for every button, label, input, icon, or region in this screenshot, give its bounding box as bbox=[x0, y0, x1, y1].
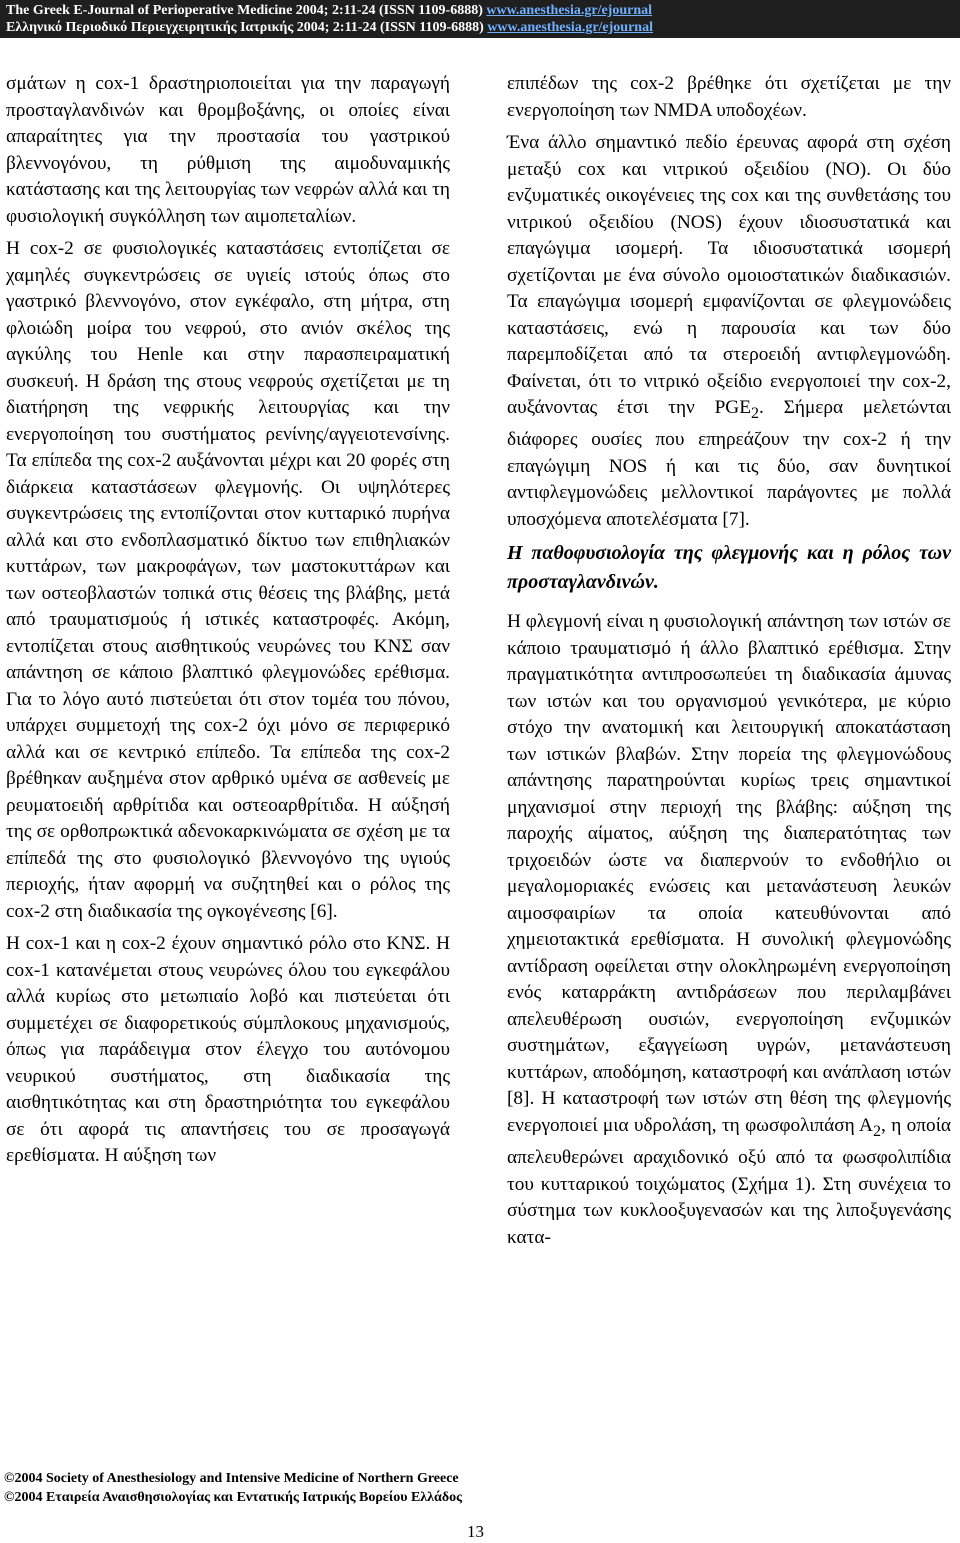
paragraph: σμάτων η cox-1 δραστηριοποιείται για την παραγωγή προσταγλανδινών και θρομβοξάνης, οι οποίες είναι απαραίτητες για την προστασία του γαστρικού βλεννογόνου, τη ρύθμιση της αιμοδυναμικής κατάστασης και της λειτουργίας των νεφρών αλλά και τη φυσιολογική συγκόλληση των αιμοπεταλίων. bbox=[6, 73, 450, 227]
header-citation-greek: Ελληνικό Περιοδικό Περιεγχειρητικής Ιατρικής 2004; 2:11-24 (ISSN 1109-6888) bbox=[6, 20, 484, 35]
header-citation-english: The Greek E-Journal of Perioperative Medicine 2004; 2:11-24 (ISSN 1109-6888) bbox=[6, 3, 483, 18]
paragraph-text: Η φλεγμονή είναι η φυσιολογική απάντηση των ιστών σε κάποιο τραυματισμό ή άλλο βλαπτικό ερέθισμα. Στην πραγματικότητα αντιπροσωπεύει τη διαδικασία άμυνας των ιστών και του οργανισμού γενικότερα, με κύριο στόχο την ανατομική και λειτουργική αποκατάσταση των ιστικών βλαβών. Στην πορεία της φλεγμονώδους απάντησης παρατηρούνται κυρίως τρεις σημαντικοί μηχανισμοί στην περιοχή της βλάβης: αύξηση της παροχής αίματος, αύξηση της διαπερατότητας των τριχοειδών ώστε να διαπερνούν το ενδοθήλιο οι μεγαλομοριακές ενώσεις και μετανάστευση λευκών αιμοσφαιρίων τα οποία κατευθύνονται από χημειοτακτικά ερεθίσματα. Η συνολική φλεγμονώδης αντίδραση οφείλεται στην ολοκληρωμένη ενεργοποίηση ενός καταρράκτη αντιδράσεων που περιλαμβάνει απελευθέρωση ουσιών, ενεργοποίηση ενζυμικών συστημάτων, εξαγγείωση υγρών, μετανάστευση κυττάρων, αποδόμηση, καταστροφή και ανάπλαση ιστών [8]. Η καταστροφή των ιστών στη θέση της φλεγμονής ενεργοποιεί μια υδρολάση, τη φωσφολιπάση Α bbox=[507, 611, 951, 1136]
paragraph: Η cox-1 και η cox-2 έχουν σημαντικό ρόλο στο ΚΝΣ. Η cox-1 κατανέμεται στους νευρώνες όλου του εγκεφάλου αλλά κυρίως στο μετωπιαίο λοβό και πιστεύεται ότι συμμετέχει σε διαφορετικούς σύμπλοκους μηχανισμούς, όπως για παράδειγμα στον έλεγχο του αυτόνομου νευρικού συστήματος, στη διαδικασία της αισθητικότητας και στη δραστηριότητα του εγκεφάλου σε ότι αφορά τις απαντήσεις του σε προσαγωγά ερεθίσματα. Η αύξηση των bbox=[6, 933, 450, 1166]
header-website-link-greek[interactable]: www.anesthesia.gr/ejournal bbox=[487, 20, 653, 35]
paragraph-text: Ένα άλλο σημαντικό πεδίο έρευνας αφορά στη σχέση μεταξύ cox και νιτρικού οξειδίου (NO). Οι δύο ενζυματικές οικογένειες της cox και της συνθετάσης του νιτρικού οξειδίου (NOS) έχουν ιδιοσυστατικά και επαγώγιμα ισομερή. Τα ιδιοσυστατικά ισομερή σχετίζονται με ένα σύνολο ομοιοστατικών διαδικασιών. Τα επαγώγιμα ισομερή εμφανίζονται σε φλεγμονώδεις καταστάσεις, ενώ η παρουσία και των δύο παρεμποδίζεται από τα στεροειδή αντιφλεγμονώδη. Φαίνεται, ότι το νιτρικό οξείδιο ενεργοποιεί την cox-2, αυξάνοντας έτσι την PGE bbox=[507, 132, 951, 418]
right-column bbox=[507, 71, 951, 1251]
left-column bbox=[6, 71, 450, 1170]
copyright-greek: ©2004 Εταιρεία Αναισθησιολογίας και Εντατικής Ιατρικής Βορείου Ελλάδος bbox=[4, 1490, 463, 1505]
header-line-greek bbox=[6, 20, 653, 36]
section-heading: Η παθοφυσιολογία της φλεγμονής και η ρόλος των προσταγλανδινών. bbox=[507, 542, 951, 594]
copyright-footer bbox=[4, 1469, 462, 1507]
paragraph: Η cox-2 σε φυσιολογικές καταστάσεις εντοπίζεται σε χαμηλές συγκεντρώσεις σε υγιείς ιστούς όπως στο γαστρικό βλεννογόνο, στον εγκέφαλο, στη μήτρα, στη φλοιώδη μοίρα του νεφρού, στο ανιόν σκέλος της αγκύλης του Henle και στην παρασπειραματική συσκευή. Η δράση της στους νεφρούς σχετίζεται με τη διατήρηση της νεφρικής λειτουργίας και την ενεργοποίηση του συστήματος ρενίνης/αγγειοτενσίνης. Τα επίπεδα της cox-2 αυξάνονται μέχρι και 20 φορές στη διάρκεια καταστάσεων φλεγμονής. Οι υψηλότερες συγκεντρώσεις της εντοπίζονται στον κυτταρικό πυρήνα αλλά και στο ενδοπλασματικό δίκτυο των επιθηλιακών κυττάρων, των μακροφάγων, των μαστοκυττάρων και των οστεοβλαστών τοπικά στις θέσεις της βλάβης, μετά από τραυματισμούς ή ιστικές καταστροφές. Ακόμη, εντοπίζεται στους αισθητικούς νευρώνες του ΚΝΣ σαν απάντηση σε κάποιο βλαπτικό φλεγμονώδες ερέθισμα. Για το λόγο αυτό πιστεύεται ότι στον τομέα του πόνου, υπάρχει συμμετοχή της cox-2 όχι μόνο σε περιφερικό αλλά και σε κεντρικό επίπεδο. Τα επίπεδα της cox-2 βρέθηκαν αυξημένα στον αρθρικό υμένα σε ασθενείς με ρευματοειδή αρθρίτιδα και οστεοαρθρίτιδα. Η αύξησή της σε ορθοπρωκτικά αδενοκαρκινώματα σε σχέση με τα επίπεδά της στο φυσιολογικό βλεννογόνο της υγιούς περιοχής, ήταν αφορμή να συζητηθεί και ο ρόλος της cox-2 στη διαδικασία της ογκογένεσης [6]. bbox=[6, 238, 450, 922]
subscript: 2 bbox=[872, 1122, 882, 1140]
paragraph bbox=[507, 130, 951, 533]
header-website-link[interactable]: www.anesthesia.gr/ejournal bbox=[486, 3, 653, 18]
paragraph-text: . Σήμερα μελετώνται διάφορες ουσίες που επηρεάζουν την cox-2 ή την επαγώγιμη NOS ή και τις δύο, σαν δυνητικοί αντιφλεγμονώδεις μελλοντικοί παράγοντες με πολλά υποσχόμενα αποτελέσματα [7]. bbox=[507, 397, 952, 530]
paragraph-text: , η οποία απελευθερώνει αραχιδονικό οξύ από τα φωσφολιπίδια του κυτταρικού τοιχώματος (Σχήμα 1). Στη συνέχεια το σύστημα των κυκλοοξυγενασών και της λιποξυγενάσης κατα- bbox=[507, 1114, 951, 1248]
journal-header bbox=[0, 0, 960, 38]
paragraph: επιπέδων της cox-2 βρέθηκε ότι σχετίζεται με την ενεργοποίηση των NMDA υποδοχέων. bbox=[507, 73, 951, 121]
page-number: 13 bbox=[467, 1522, 484, 1541]
header-line-english bbox=[6, 3, 652, 19]
paragraph bbox=[507, 609, 951, 1251]
copyright-english: ©2004 Society of Anesthesiology and Intensive Medicine of Northern Greece bbox=[4, 1471, 459, 1486]
subscript: 2 bbox=[751, 404, 760, 422]
